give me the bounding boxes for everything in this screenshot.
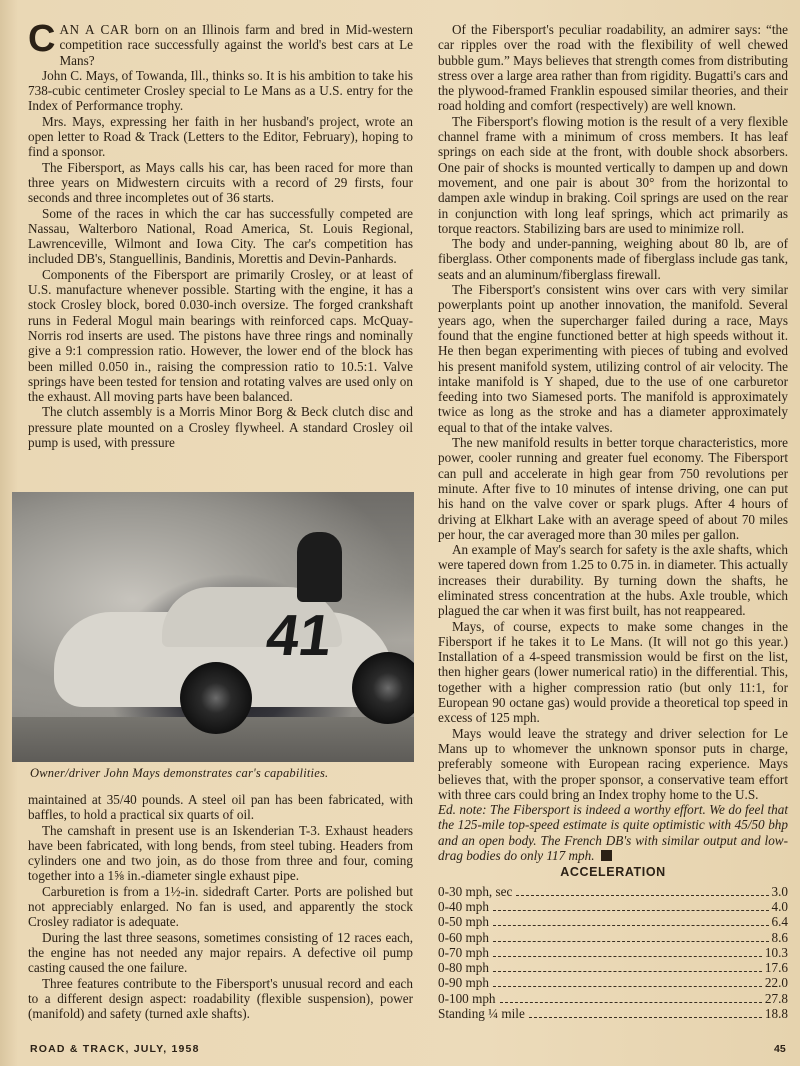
acceleration-row — [438, 975, 788, 990]
right-column — [438, 22, 788, 1021]
acceleration-value: 17.6 — [764, 960, 788, 976]
footer-publication: ROAD & TRACK, JULY, 1958 — [30, 1043, 200, 1055]
front-wheel — [180, 662, 252, 734]
race-car-photo — [12, 492, 414, 762]
paragraph: Of the Fibersport's peculiar roadability, an admirer says: “the car ripples over the road with the flexibility of well chewed bubble gum.” Mays believes that strength comes from distributing stress over a large area rather than from rigidity. Bugatti's cars and the plywood-framed Franklin espoused similar theories, and their road holding and comfort (respectively) are well known. — [438, 22, 788, 114]
acceleration-value: 10.3 — [764, 944, 788, 960]
rear-wheel — [352, 652, 414, 724]
acceleration-value: 4.0 — [771, 898, 788, 914]
acceleration-row — [438, 1006, 788, 1021]
paragraph: During the last three seasons, sometimes consisting of 12 races each, the engine has not needed any major repairs. A defective oil pump casting caused the one failure. — [28, 929, 413, 976]
paragraph: Carburetion is from a 1½-in. sidedraft Carter. Ports are polished but not appreciably enlarged. No fan is used, and apparently the stock Crosley radiator is adequate. — [28, 883, 413, 930]
car-number: 41 — [262, 603, 337, 668]
leader-dots — [516, 894, 768, 896]
left-column-top — [28, 18, 414, 451]
lead-caps: AN A CAR — [59, 22, 130, 37]
leader-dots — [493, 985, 762, 987]
driver — [297, 532, 342, 602]
leader-dots — [493, 924, 769, 926]
photo-caption: Owner/driver John Mays demonstrates car's capabilities. — [30, 766, 329, 780]
acceleration-label: 0-40 mph — [438, 898, 489, 914]
intro-text: born on an Illinois farm and bred in Mid-western competition race successfully against the world's best cars at Le Mans? — [59, 22, 414, 68]
paragraph: The Fibersport's consistent wins over cars with very similar powerplants point up another innovation, the manifold. Several years ago, when the supercharger failed during a race, Mays found that the engine functioned better at high speeds without it. He then began experimenting with pieces of tubing and evolved his present manifold system, utilizing control of air velocity. The intake manifold is Y shaped, due to the use of one carburetor feeding into two Siamesed ports. The manifold is approximately twice as long as the stroke and has a diameter approximately equal to that of the intake valves. — [438, 282, 788, 435]
acceleration-row — [438, 945, 788, 960]
left-column-bottom — [28, 792, 413, 1021]
leader-dots — [529, 1016, 762, 1018]
paragraph: The new manifold results in better torque characteristics, more power, cooler running and greater fuel economy. The Fibersport can pull and accelerate in high gear from 750 revolutions per minute. After five to 10 minutes of intense driving, one can put his hand on the valve cover or spark plugs. After 4 hours of driving at Elkhart Lake with an average speed of about 70 miles per hour, the car averaged more than 30 miles per gallon. — [438, 435, 788, 542]
acceleration-value: 18.8 — [764, 1006, 788, 1021]
paragraph: Three features contribute to the Fibersport's unusual record and each to a different design aspect: roadability (flexible suspension), power (manifold) and safety (turned axle shafts). — [28, 975, 413, 1022]
paragraph: John C. Mays, of Towanda, Ill., thinks so. It is his ambition to take his 738-cubic centimeter Crosley special to Le Mans as a U.S. entry for the Index of Performance trophy. — [28, 67, 413, 114]
leader-dots — [493, 955, 762, 957]
paragraph: Mrs. Mays, expressing her faith in her husband's project, wrote an open letter to Road & Track (Letters to the Editor, February), hoping to find a sponsor. — [28, 113, 413, 160]
acceleration-row — [438, 899, 788, 914]
acceleration-table — [438, 884, 788, 1022]
drop-cap: C — [28, 18, 56, 60]
leader-dots — [500, 1001, 762, 1003]
leader-dots — [493, 970, 762, 972]
end-mark-icon — [601, 850, 612, 861]
acceleration-value: 8.6 — [771, 929, 788, 945]
acceleration-label: 0-50 mph — [438, 914, 489, 930]
paragraph: Some of the races in which the car has successfully competed are Nassau, Walterboro National, Road America, St. Louis Regional, Lawrenceville, Wilmont and Iowa City. The car's competition has included DB's, Stanguellinis, Bandinis, Morettis and Devin-Panhards. — [28, 205, 413, 267]
leader-dots — [493, 940, 769, 942]
acceleration-label: 0-60 mph — [438, 929, 489, 945]
acceleration-row — [438, 884, 788, 899]
acceleration-label: 0-30 mph, sec — [438, 883, 513, 899]
acceleration-value: 27.8 — [764, 990, 788, 1006]
paragraph: The body and under-panning, weighing about 80 lb, are of fiberglass. Other components made of fiberglass include gas tank, seats and an aluminum/fiberglass firewall. — [438, 236, 788, 282]
acceleration-row — [438, 960, 788, 975]
paragraph: Mays, of course, expects to make some changes in the Fibersport if he takes it to Le Mans. (It will not go this year.) Installation of a 4-speed transmission would be first on the list, then higher gears (lower numerical ratio) in the differential. This, together with a higher compression ratio (but only 11:1, for European 90 octane gas) would provide a theoretical top speed in excess of 125 mph. — [438, 618, 788, 726]
page-number: 45 — [774, 1043, 786, 1055]
acceleration-label: 0-90 mph — [438, 975, 489, 991]
acceleration-value: 22.0 — [764, 975, 788, 991]
acceleration-label: 0-100 mph — [438, 990, 496, 1006]
acceleration-label: 0-80 mph — [438, 960, 489, 976]
acceleration-value: 3.0 — [771, 883, 788, 899]
paragraph: An example of May's search for safety is the axle shafts, which were tapered down from 1.25 to 0.75 in. in diameter. This actually increases their durability. By turning down the shafts, he eliminated stress concentration at the hubs. Axle trouble, which plagued the car when it was first built, has not reappeared. — [438, 542, 788, 619]
paragraph: Mays would leave the strategy and driver selection for Le Mans up to whomever the unknown sponsor puts in charge, preferably someone with European racing experience. Mays believes that, with the proper sponsor, a conservative team effort with three cars could bring an Index trophy home to the U.S. — [438, 725, 788, 802]
intro-paragraph — [28, 18, 414, 68]
acceleration-row — [438, 930, 788, 945]
acceleration-row — [438, 914, 788, 929]
paragraph: Components of the Fibersport are primarily Crosley, or at least of U.S. manufacture whenever possible. Starting with the engine, it has a stock Crosley block, bored 0.030-inch oversize. The forged crankshaft runs in Federal Mogul main bearings with reinforced caps. McQuay-Norris rod inserts are used. The pistons have three rings and nominally give a 9:1 compression ratio. However, the lower end of the block has been milled 0.050 in., raising the compression ratio to 10.5:1. Valve springs have been tested for tension and rotating valves are used only on the exhaust. All moving parts have been balanced. — [28, 266, 413, 405]
editor-note-text: Ed. note: The Fibersport is indeed a worthy effort. We do feel that the 125-mile top-speed estimate is quite optimistic with 45/50 bhp and an open body. The French DB's with similar output and low-drag bodies do only 117 mph. — [438, 802, 788, 864]
editor-note — [438, 802, 788, 863]
leader-dots — [493, 909, 769, 911]
acceleration-value: 6.4 — [771, 914, 788, 930]
acceleration-label: Standing ¼ mile — [438, 1006, 525, 1021]
paragraph: The Fibersport, as Mays calls his car, has been raced for more than three years on Midwestern circuits with a record of 29 firsts, four seconds and three incompletes out of 36 starts. — [28, 159, 413, 206]
paragraph: maintained at 35/40 pounds. A steel oil pan has been fabricated, with baffles, to hold a practical six quarts of oil. — [28, 792, 413, 823]
paragraph: The clutch assembly is a Morris Minor Borg & Beck clutch disc and pressure plate mounted on a Crosley flywheel. A standard Crosley oil pump is used, with pressure — [28, 404, 413, 451]
acceleration-title: ACCELERATION — [560, 865, 666, 880]
acceleration-label: 0-70 mph — [438, 944, 489, 960]
acceleration-row — [438, 991, 788, 1006]
paragraph: The camshaft in present use is an Iskenderian T-3. Exhaust headers have been fabricated, with long bends, from steel tubing. Headers from cylinders one and two join, as do those from three and four, coming together into a 1⅝ in.-diameter single exhaust pipe. — [28, 822, 413, 884]
paragraph: The Fibersport's flowing motion is the result of a very flexible channel frame with a minimum of cross members. It has leaf springs on each side at the front, with double shock absorbers. One pair of shocks is mounted vertically to dampen up and down movement, and one pair is about 30° from the horizontal to dampen axle windup in braking. Coil springs are used on the rear in conjunction with long leaf springs, which act primarily as torque reactors. Stabilizing bars are used to minimize roll. — [438, 113, 788, 236]
